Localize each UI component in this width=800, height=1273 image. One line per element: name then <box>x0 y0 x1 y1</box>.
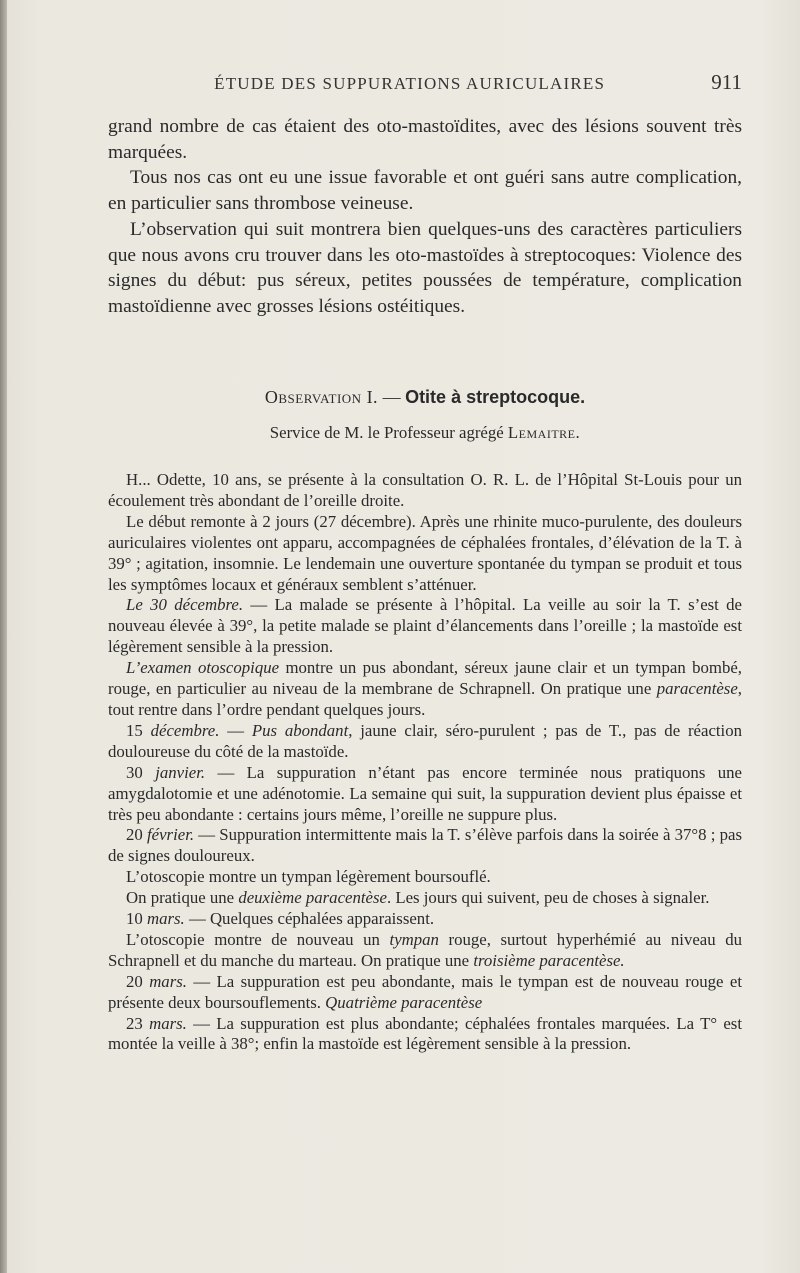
observation-service <box>108 423 742 443</box>
case-emphasis: troisième paracentèse. <box>473 950 625 970</box>
case-emphasis: Quatrième paracentèse <box>325 992 483 1012</box>
intro-text <box>108 114 742 320</box>
case-date: Le 30 décembre. <box>126 595 244 615</box>
case-paragraph: 23 mars. — La suppuration est plus abondante; céphalées frontales marquées. La T° est montée la veille à 38°; enfin la mastoïde est légèrement sensible à la pression. <box>108 1013 742 1054</box>
case-paragraph: L’otoscopie montre de nouveau un tympan rouge, surtout hyperhémié au niveau du Schrapnell et du manche du marteau. On pratique une troisième paracentèse. <box>108 929 743 970</box>
service-prefix: Service de M. le Professeur agrégé <box>269 423 504 442</box>
case-report <box>108 470 742 1055</box>
case-emphasis: L’examen otoscopique <box>126 658 280 678</box>
case-paragraph: L’examen otoscopique montre un pus abondant, séreux jaune clair et un tympan bombé, rouge, en particulier au niveau de la membrane de Schrapnell. On pratique une paracentèse, tout rentre dans l’ordre pendant quelques jours. <box>108 658 742 719</box>
case-emphasis: paracentèse <box>656 679 738 699</box>
case-paragraph: 20 février. — Suppuration intermittente mais la T. s’élève parfois dans la soirée à 37°8 ; pas de signes douloureux. <box>108 825 742 866</box>
page-binding-edge <box>0 0 7 1273</box>
case-paragraph: Le début remonte à 2 jours (27 décembre). Après une rhinite muco-purulente, des douleurs auriculaires violentes ont apparu, accompagnées de céphalées frontales, d’élévation de la T. à 39° ; agitation, insomnie. Le lendemain une ouverture spontanée du tympan se produit et tous les symptômes locaux et généraux semblent s’atténuer. <box>108 511 742 594</box>
observation-title: Otite à streptocoque. <box>405 387 586 407</box>
observation-heading <box>108 387 742 408</box>
case-date: mars. <box>146 909 185 929</box>
case-date: janvier. <box>155 762 206 782</box>
observation-dash: — <box>382 387 401 407</box>
intro-paragraph: grand nombre de cas étaient des oto-mastoïdites, avec des lésions souvent très marquées. <box>108 116 742 163</box>
case-emphasis: tympan <box>389 929 439 949</box>
case-date: décembre. <box>150 720 220 740</box>
case-emphasis: deuxième paracentèse <box>238 888 387 908</box>
case-paragraph: L’otoscopie montre un tympan légèrement boursouflé. <box>126 867 491 887</box>
case-date: février. <box>147 825 195 845</box>
case-paragraph: On pratique une deuxième paracentèse. Les jours qui suivent, peu de choses à signaler. <box>126 888 710 908</box>
case-paragraph: 30 janvier. — La suppuration n’étant pas encore terminée nous pratiquons une amygdalotomie et une adénotomie. La semaine qui suit, la suppuration devient plus épaisse et très peu abondante : certains jours même, l’oreille ne suppure plus. <box>108 762 742 824</box>
page-number: 911 <box>711 70 742 94</box>
intro-paragraph: L’observation qui suit montrera bien quelques-uns des caractères particuliers que nous avons cru trouver dans les oto-mastoïdes à streptocoques: Violence des signes du début: pus séreux, petites poussées de température, complication mastoïdienne avec grosses lésions ostéitiques. <box>108 218 742 317</box>
observation-label: Observation I. <box>264 387 379 407</box>
case-date: mars. <box>149 971 187 991</box>
service-name: Lemaitre. <box>507 423 581 442</box>
case-date: mars. <box>149 1013 187 1033</box>
case-paragraph: 15 décembre. — Pus abondant, jaune clair, séro-purulent ; pas de T., pas de réaction douloureuse du côté de la mastoïde. <box>108 720 742 761</box>
intro-paragraph: Tous nos cas ont eu une issue favorable et ont guéri sans autre complication, en particulier sans thrombose veineuse. <box>108 167 742 215</box>
case-paragraph: Le 30 décembre. — La malade se présente à l’hôpital. La veille au soir la T. s’est de nouveau élevée à 39°, la petite malade se plaint d’élancements dans l’oreille ; la mastoïde est légèrement sensible à la pression. <box>108 595 743 657</box>
case-paragraph: H... Odette, 10 ans, se présente à la consultation O. R. L. de l’Hôpital St-Louis pour un écoulement très abondant de l’oreille droite. <box>108 470 742 510</box>
page-header <box>108 70 742 100</box>
case-emphasis: Pus abondant <box>251 720 349 740</box>
running-title: ÉTUDE DES SUPPURATIONS AURICULAIRES <box>214 74 606 93</box>
case-paragraph: 10 mars. — Quelques céphalées apparaissent. <box>126 909 435 929</box>
case-paragraph: 20 mars. — La suppuration est peu abondante, mais le tympan est de nouveau rouge et présente deux boursouflements. Quatrième paracentèse <box>108 971 742 1012</box>
